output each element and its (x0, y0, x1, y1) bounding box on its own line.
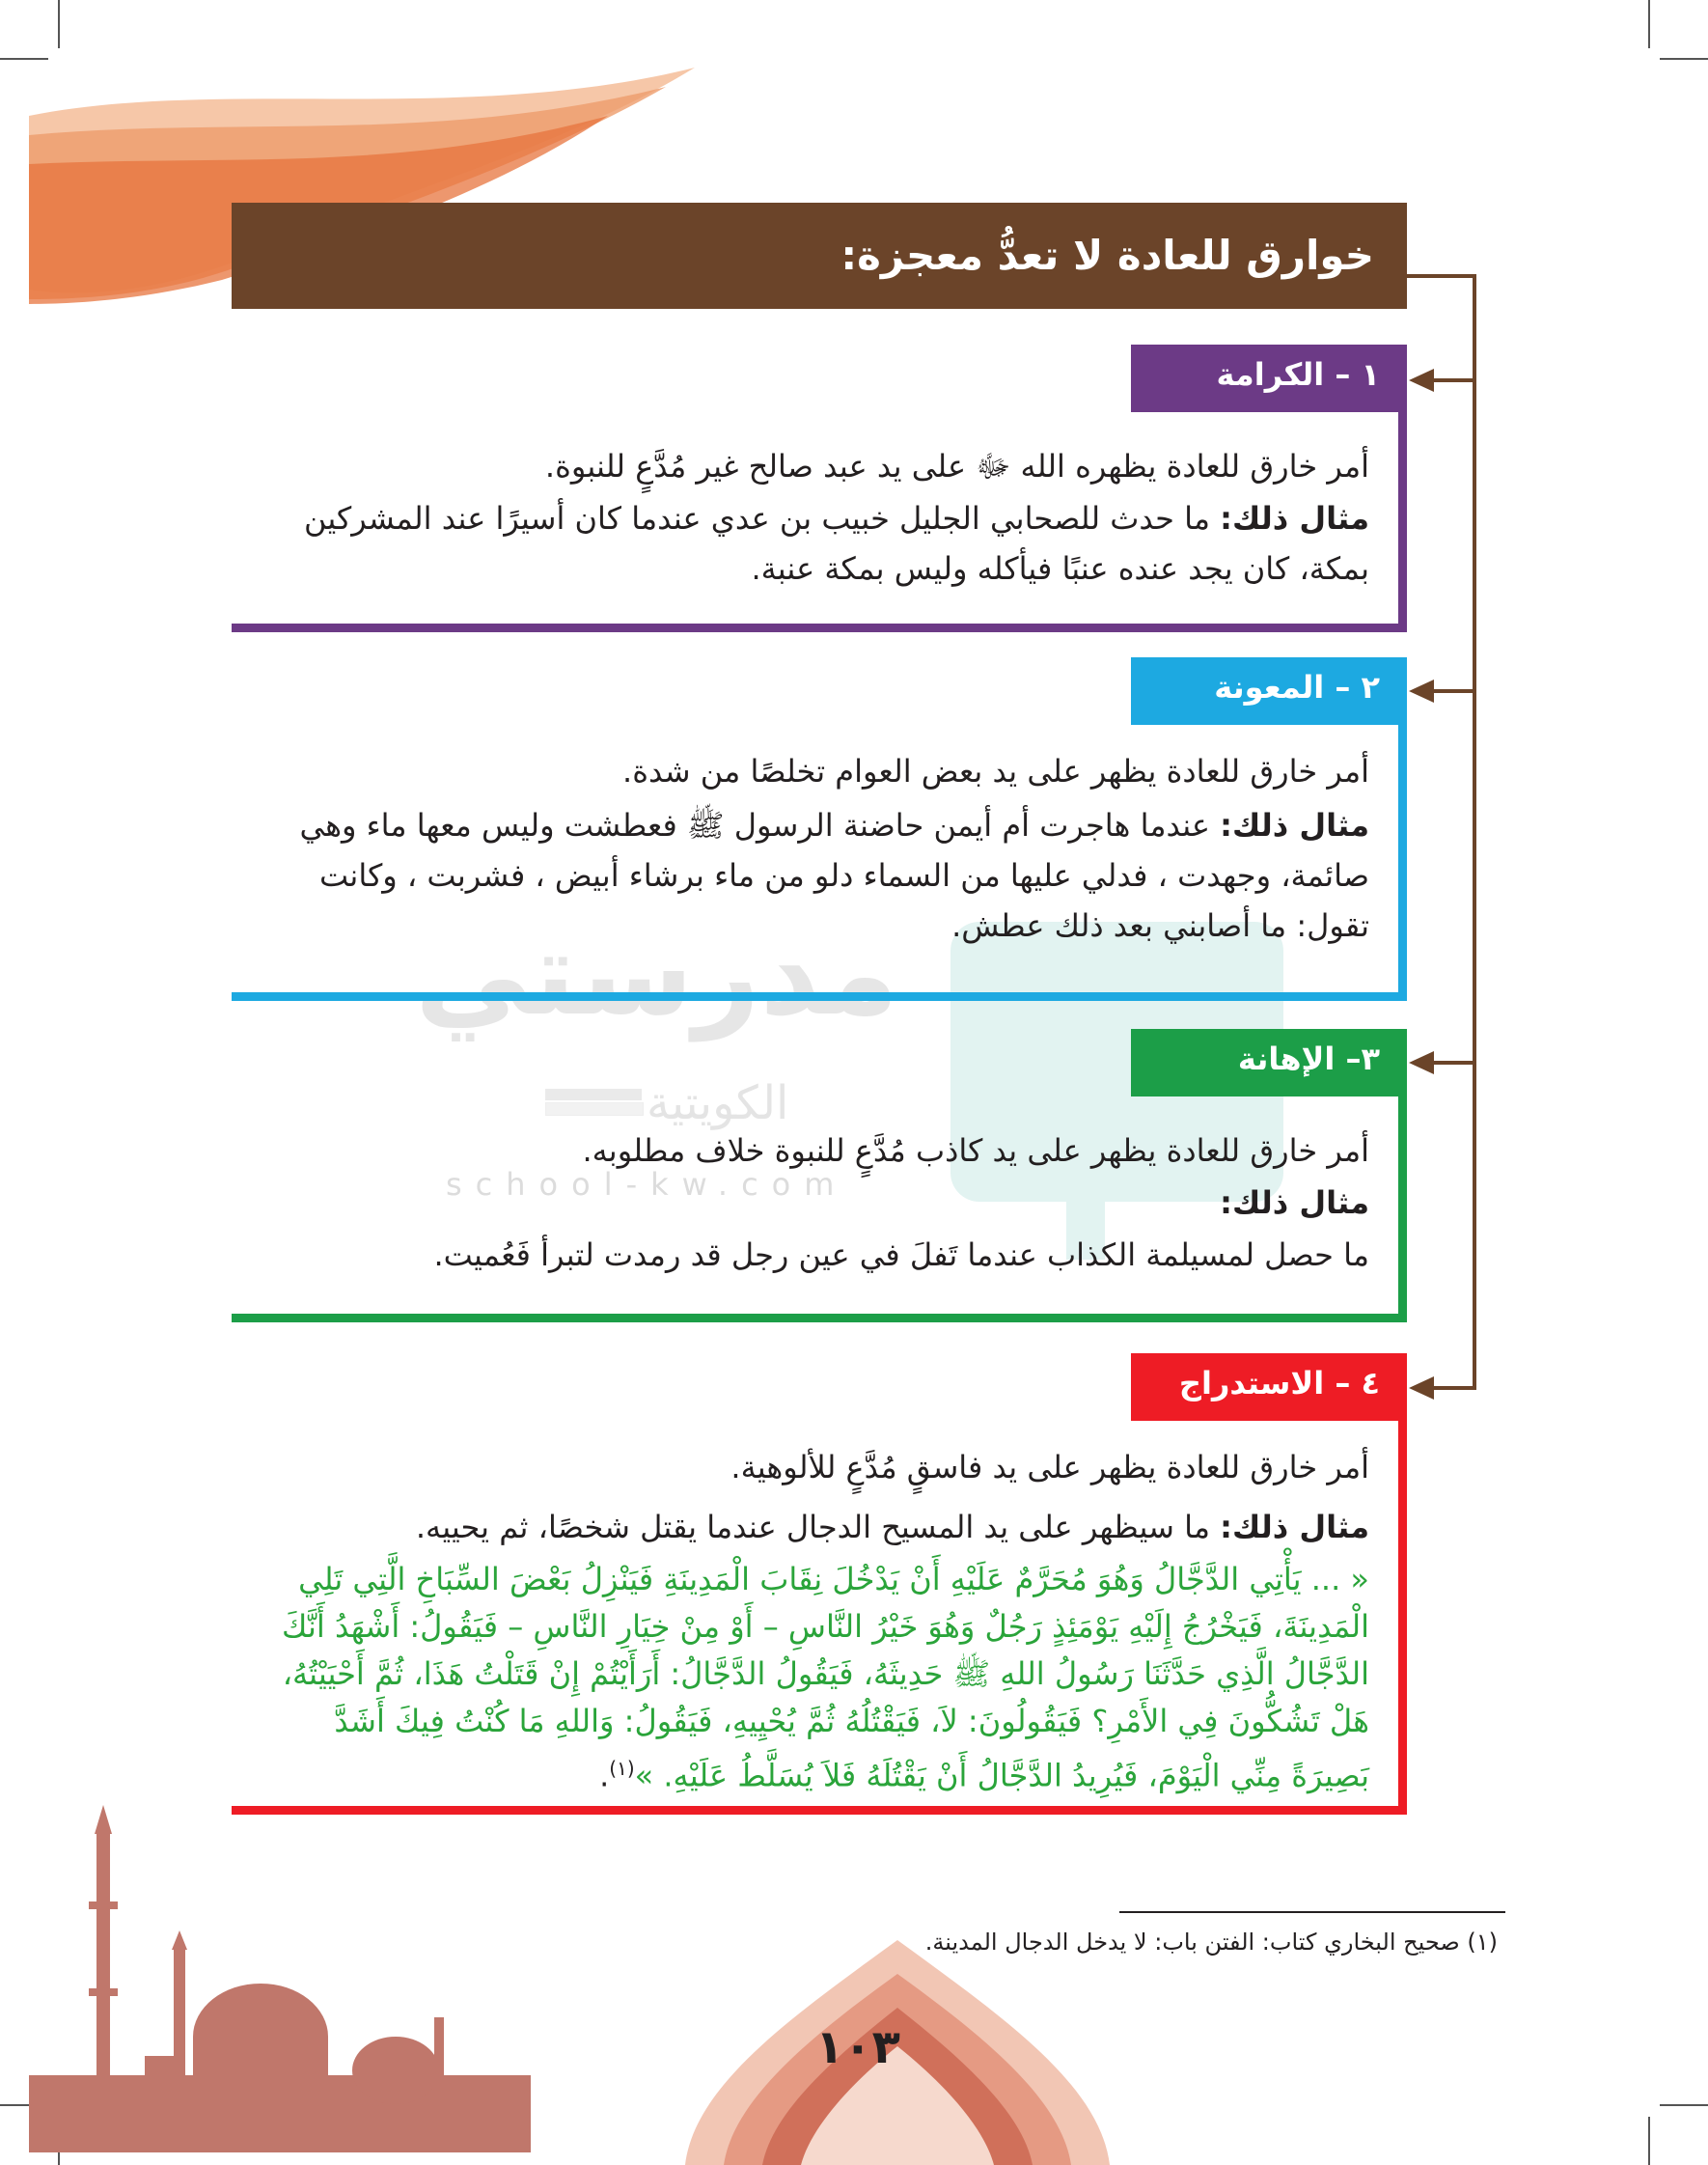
example-text: عندما هاجرت أم أيمن حاضنة الرسول ﷺ فعطشت وليس معها ماء وهي صائمة، وجهدت ، فدلي عليها من السماء دلو من ماء برشاء أبيض ، فشربت ، وكانت تقول: ما أصابني بعد ذلك عطش. (299, 807, 1369, 944)
connector-line (1407, 274, 1476, 278)
karama-example (232, 493, 1398, 594)
section-istidraj (232, 1421, 1407, 1815)
connector-arrow-line (1428, 378, 1474, 382)
footnote: (١) صحيح البخاري كتاب: الفتن باب: لا يدخل الدجال المدينة. (924, 1929, 1498, 1956)
example-label: مثال ذلك: (1220, 1184, 1369, 1221)
connector-arrow-line (1428, 1386, 1474, 1390)
arrow-icon (1409, 680, 1434, 703)
connector-line (1473, 274, 1476, 1390)
section-karama (232, 412, 1407, 632)
ihana-example-text: ما حصل لمسيلمة الكذاب عندما تَفلَ في عين رجل قد رمدت لتبرأ فَعُميت. (433, 1236, 1369, 1273)
example-label: مثال ذلك: (1220, 807, 1369, 844)
footnote-ref: (١) (609, 1757, 635, 1780)
watermark-text: مدرستي (415, 907, 899, 1041)
footnote-divider (1119, 1911, 1505, 1913)
mosque-silhouette-icon (29, 1795, 762, 2165)
section-heading-ihana: ٣– الإهانة (1131, 1029, 1407, 1096)
section-maouna (232, 725, 1407, 1001)
maouna-example (232, 800, 1398, 951)
hadith-text: « ... يَأْتِي الدَّجَّالُ وَهُوَ مُحَرَّمٌ عَلَيْهِ أَنْ يَدْخُلَ نِقَابَ الْمَدِينَةِ فَيَنْزِلُ بَعْضَ السِّبَاخِ الَّتِي تَلِي الْمَدِينَةَ، فَيَخْرُجُ إِلَيْهِ يَوْمَئِذٍ رَجُلٌ وَهُوَ خَيْرُ النَّاسِ – أَوْ مِنْ خِيَارِ النَّاسِ – فَيَقُولُ: أَشْهَدُ أَنَّكَ الدَّجَّالُ الَّذِي حَدَّثَنَا رَسُولُ اللهِ ﷺ حَدِيثَهُ، فَيَقُولُ الدَّجَّالُ: أَرَأَيْتُمْ إِنْ قَتَلْتُ هَذَا، ثُمَّ أَحْيَيْتُهُ، هَلْ تَشُكُّونَ فِي الأَمْرِ؟ فَيَقُولُونَ: لاَ، فَيَقْتُلُهُ ثُمَّ يُحْيِيهِ، فَيَقُولُ: وَاللهِ مَا كُنْتُ فِيكَ أَشَدَّ بَصِيرَةً مِنِّي الْيَوْمَ، فَيُرِيدُ الدَّجَّالُ أَنْ يَقْتُلَهُ فَلاَ يُسَلَّطُ عَلَيْهِ. » (282, 1561, 1369, 1794)
page-title: خوارق للعادة لا تعدُّ معجزة: (232, 203, 1407, 309)
ihana-definition: أمر خارق للعادة يظهر على يد كاذب مُدَّعٍ للنبوة خلاف مطلوبه. (582, 1132, 1369, 1169)
karama-definition: أمر خارق للعادة يظهره الله ﷻ على يد عبد صالح غير مُدَّعٍ للنبوة. (544, 448, 1369, 485)
crop-mark (58, 0, 60, 48)
arrow-icon (1409, 1376, 1434, 1400)
watermark-subtext: الكويتية (647, 1076, 789, 1130)
example-text: ما سيظهر على يد المسيح الدجال عندما يقتل شخصًا، ثم يحييه. (415, 1509, 1221, 1545)
section-ihana (232, 1096, 1407, 1322)
crop-mark (1648, 2117, 1650, 2165)
crop-mark (1660, 58, 1708, 60)
arrow-icon (1409, 369, 1434, 392)
istidraj-definition: أمر خارق للعادة يظهر على يد فاسقٍ مُدَّعٍ للألوهية. (730, 1449, 1369, 1485)
ihana-example-label (232, 1178, 1398, 1228)
watermark-url: school-kw.com (446, 1166, 848, 1203)
arrow-icon (1409, 1051, 1434, 1074)
connector-arrow-line (1428, 689, 1474, 693)
istidraj-example (232, 1502, 1398, 1552)
section-heading-istidraj: ٤ – الاستدراج (1131, 1353, 1407, 1421)
crop-mark (1648, 0, 1650, 48)
section-heading-karama: ١ – الكرامة (1131, 345, 1407, 412)
connector-arrow-line (1428, 1061, 1474, 1065)
section-heading-maouna: ٢ – المعونة (1131, 657, 1407, 725)
example-text: ما حدث للصحابي الجليل خبيب بن عدي عندما كان أسيرًا عند المشركين بمكة، كان يجد عنده عنبًا فيأكله وليس بمكة عنبة. (303, 500, 1369, 587)
hadith-quote (232, 1556, 1398, 1800)
page-number: ١٠٣ (815, 2020, 900, 2074)
crop-mark (1660, 2104, 1708, 2106)
example-label: مثال ذلك: (1220, 500, 1369, 537)
hadith-end: . (599, 1757, 610, 1794)
example-label: مثال ذلك: (1220, 1509, 1369, 1545)
maouna-definition: أمر خارق للعادة يظهر على يد بعض العوام تخلصًا من شدة. (622, 753, 1369, 790)
